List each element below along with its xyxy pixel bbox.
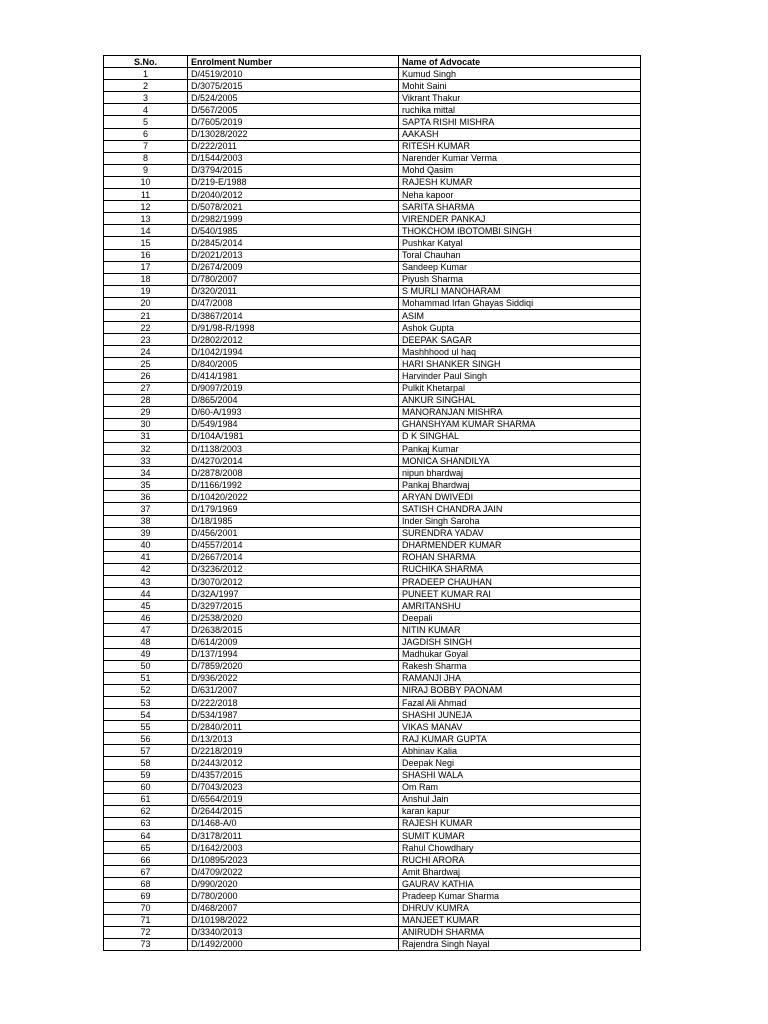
cell-sno: 54 [104,709,188,721]
cell-advocate-name: ASIM [399,309,641,321]
cell-sno: 9 [104,164,188,176]
table-row [104,358,641,370]
cell-enrolment-number: D/540/1985 [188,225,399,237]
cell-sno: 66 [104,854,188,866]
cell-enrolment-number: D/1544/2003 [188,152,399,164]
table-row [104,515,641,527]
table-row [104,769,641,781]
cell-advocate-name: nipun bhardwaj [399,467,641,479]
table-row [104,588,641,600]
cell-sno: 49 [104,648,188,660]
cell-sno: 61 [104,793,188,805]
cell-advocate-name: RAJ KUMAR GUPTA [399,733,641,745]
cell-sno: 26 [104,370,188,382]
cell-advocate-name: Mashhhood ul haq [399,346,641,358]
cell-advocate-name: Toral Chauhan [399,249,641,261]
cell-enrolment-number: D/468/2007 [188,902,399,914]
cell-sno: 59 [104,769,188,781]
cell-enrolment-number: D/179/1969 [188,503,399,515]
cell-sno: 46 [104,612,188,624]
cell-enrolment-number: D/2443/2012 [188,757,399,769]
cell-advocate-name: Madhukar Goyal [399,648,641,660]
table-row [104,648,641,660]
table-row [104,116,641,128]
cell-enrolment-number: D/4357/2015 [188,769,399,781]
cell-advocate-name: Inder Singh Saroha [399,515,641,527]
table-row [104,430,641,442]
table-row [104,539,641,551]
cell-enrolment-number: D/7605/2019 [188,116,399,128]
table-row [104,104,641,116]
table-row [104,176,641,188]
cell-advocate-name: Neha kapoor [399,189,641,201]
cell-advocate-name: VIRENDER PANKAJ [399,213,641,225]
cell-advocate-name: MANORANJAN MISHRA [399,406,641,418]
cell-sno: 56 [104,733,188,745]
cell-advocate-name: DHARMENDER KUMAR [399,539,641,551]
cell-sno: 44 [104,588,188,600]
cell-enrolment-number: D/2040/2012 [188,189,399,201]
cell-sno: 6 [104,128,188,140]
cell-sno: 40 [104,539,188,551]
cell-sno: 58 [104,757,188,769]
table-row [104,406,641,418]
table-row [104,781,641,793]
table-row [104,842,641,854]
cell-enrolment-number: D/320/2011 [188,285,399,297]
cell-sno: 17 [104,261,188,273]
cell-enrolment-number: D/2021/2013 [188,249,399,261]
cell-sno: 10 [104,176,188,188]
cell-sno: 38 [104,515,188,527]
cell-sno: 29 [104,406,188,418]
cell-enrolment-number: D/2845/2014 [188,237,399,249]
cell-advocate-name: Pradeep Kumar Sharma [399,890,641,902]
cell-advocate-name: Pulkit Khetarpal [399,382,641,394]
table-row [104,830,641,842]
cell-advocate-name: ruchika mittal [399,104,641,116]
table-row [104,854,641,866]
cell-advocate-name: DHRUV KUMRA [399,902,641,914]
cell-enrolment-number: D/414/1981 [188,370,399,382]
cell-sno: 25 [104,358,188,370]
cell-enrolment-number: D/7043/2023 [188,781,399,793]
cell-advocate-name: MANJEET KUMAR [399,914,641,926]
cell-enrolment-number: D/222/2018 [188,696,399,708]
table-row [104,793,641,805]
cell-enrolment-number: D/631/2007 [188,684,399,696]
cell-sno: 43 [104,576,188,588]
cell-enrolment-number: D/567/2005 [188,104,399,116]
cell-advocate-name: RUCHIKA SHARMA [399,563,641,575]
cell-advocate-name: ROHAN SHARMA [399,551,641,563]
table-row [104,249,641,261]
cell-sno: 23 [104,334,188,346]
cell-sno: 2 [104,80,188,92]
table-row [104,684,641,696]
table-row [104,636,641,648]
cell-sno: 45 [104,600,188,612]
cell-enrolment-number: D/47/2008 [188,297,399,309]
cell-enrolment-number: D/6564/2019 [188,793,399,805]
cell-sno: 21 [104,309,188,321]
cell-sno: 60 [104,781,188,793]
cell-sno: 57 [104,745,188,757]
table-row [104,164,641,176]
cell-advocate-name: SHASHI WALA [399,769,641,781]
cell-sno: 52 [104,684,188,696]
cell-sno: 62 [104,805,188,817]
cell-enrolment-number: D/1138/2003 [188,443,399,455]
cell-sno: 48 [104,636,188,648]
cell-sno: 16 [104,249,188,261]
table-row [104,926,641,938]
cell-advocate-name: Deepali [399,612,641,624]
cell-enrolment-number: D/7859/2020 [188,660,399,672]
cell-enrolment-number: D/3297/2015 [188,600,399,612]
cell-enrolment-number: D/222/2011 [188,140,399,152]
table-row [104,443,641,455]
cell-advocate-name: SUMIT KUMAR [399,830,641,842]
cell-advocate-name: AMRITANSHU [399,600,641,612]
cell-advocate-name: Fazal Ali Ahmad [399,696,641,708]
cell-advocate-name: Sandeep Kumar [399,261,641,273]
table-body [104,68,641,951]
cell-advocate-name: SARITA SHARMA [399,201,641,213]
cell-enrolment-number: D/3340/2013 [188,926,399,938]
cell-advocate-name: RAJESH KUMAR [399,817,641,829]
cell-enrolment-number: D/3236/2012 [188,563,399,575]
table-row [104,322,641,334]
cell-advocate-name: D K SINGHAL [399,430,641,442]
cell-advocate-name: PRADEEP CHAUHAN [399,576,641,588]
table-row [104,866,641,878]
table-row [104,297,641,309]
header-enrolment-number: Enrolment Number [188,56,399,68]
table-row [104,455,641,467]
cell-enrolment-number: D/3070/2012 [188,576,399,588]
cell-enrolment-number: D/2982/1999 [188,213,399,225]
cell-sno: 63 [104,817,188,829]
cell-enrolment-number: D/4519/2010 [188,68,399,80]
cell-advocate-name: VIKAS MANAV [399,721,641,733]
table-row [104,225,641,237]
cell-sno: 4 [104,104,188,116]
cell-enrolment-number: D/18/1985 [188,515,399,527]
cell-sno: 1 [104,68,188,80]
cell-advocate-name: NITIN KUMAR [399,624,641,636]
cell-advocate-name: SHASHI JUNEJA [399,709,641,721]
cell-enrolment-number: D/13/2013 [188,733,399,745]
table-row [104,805,641,817]
cell-advocate-name: MONICA SHANDILYA [399,455,641,467]
cell-sno: 33 [104,455,188,467]
table-row [104,418,641,430]
cell-advocate-name: Pankaj Bhardwaj [399,479,641,491]
table-row [104,479,641,491]
cell-sno: 50 [104,660,188,672]
cell-enrolment-number: D/1166/1992 [188,479,399,491]
cell-enrolment-number: D/1642/2003 [188,842,399,854]
advocate-table [103,55,641,951]
cell-sno: 20 [104,297,188,309]
cell-enrolment-number: D/137/1994 [188,648,399,660]
cell-advocate-name: Kumud Singh [399,68,641,80]
cell-advocate-name: Narender Kumar Verma [399,152,641,164]
table-row [104,140,641,152]
cell-sno: 22 [104,322,188,334]
cell-sno: 35 [104,479,188,491]
cell-advocate-name: Pushkar Katyal [399,237,641,249]
cell-advocate-name: JAGDISH SINGH [399,636,641,648]
cell-enrolment-number: D/524/2005 [188,92,399,104]
table-row [104,189,641,201]
cell-enrolment-number: D/10895/2023 [188,854,399,866]
table-row [104,576,641,588]
cell-advocate-name: SURENDRA YADAV [399,527,641,539]
cell-sno: 18 [104,273,188,285]
cell-sno: 5 [104,116,188,128]
table-row [104,213,641,225]
cell-enrolment-number: D/32A/1997 [188,588,399,600]
cell-enrolment-number: D/219-E/1988 [188,176,399,188]
cell-sno: 24 [104,346,188,358]
table-row [104,902,641,914]
table-row [104,660,641,672]
table-row [104,334,641,346]
cell-sno: 69 [104,890,188,902]
cell-enrolment-number: D/840/2005 [188,358,399,370]
cell-enrolment-number: D/4557/2014 [188,539,399,551]
cell-enrolment-number: D/104A/1981 [188,430,399,442]
cell-enrolment-number: D/936/2022 [188,672,399,684]
cell-advocate-name: ANIRUDH SHARMA [399,926,641,938]
cell-advocate-name: Mohammad Irfan Ghayas Siddiqi [399,297,641,309]
cell-enrolment-number: D/614/2009 [188,636,399,648]
cell-sno: 7 [104,140,188,152]
table-row [104,624,641,636]
table-row [104,600,641,612]
cell-advocate-name: ARYAN DWIVEDI [399,491,641,503]
cell-advocate-name: GHANSHYAM KUMAR SHARMA [399,418,641,430]
cell-enrolment-number: D/4270/2014 [188,455,399,467]
table-row [104,152,641,164]
cell-advocate-name: Rahul Chowdhary [399,842,641,854]
cell-advocate-name: Piyush Sharma [399,273,641,285]
cell-enrolment-number: D/10198/2022 [188,914,399,926]
cell-advocate-name: RITESH KUMAR [399,140,641,152]
table-row [104,527,641,539]
cell-sno: 12 [104,201,188,213]
table-row [104,273,641,285]
table-row [104,551,641,563]
table-row [104,914,641,926]
table-row [104,80,641,92]
cell-advocate-name: SATISH CHANDRA JAIN [399,503,641,515]
header-name-of-advocate: Name of Advocate [399,56,641,68]
table-row [104,721,641,733]
cell-enrolment-number: D/549/1984 [188,418,399,430]
cell-advocate-name: Mohit Saini [399,80,641,92]
cell-advocate-name: Rakesh Sharma [399,660,641,672]
table-row [104,817,641,829]
cell-enrolment-number: D/3867/2014 [188,309,399,321]
cell-sno: 68 [104,878,188,890]
cell-advocate-name: ANKUR SINGHAL [399,394,641,406]
cell-advocate-name: karan kapur [399,805,641,817]
cell-enrolment-number: D/60-A/1993 [188,406,399,418]
header-row [104,56,641,68]
cell-sno: 34 [104,467,188,479]
cell-enrolment-number: D/1468-A/0 [188,817,399,829]
cell-enrolment-number: D/13028/2022 [188,128,399,140]
cell-enrolment-number: D/780/2000 [188,890,399,902]
cell-advocate-name: Anshul Jain [399,793,641,805]
cell-enrolment-number: D/2638/2015 [188,624,399,636]
table-row [104,491,641,503]
cell-enrolment-number: D/534/1987 [188,709,399,721]
cell-enrolment-number: D/3794/2015 [188,164,399,176]
cell-sno: 64 [104,830,188,842]
cell-sno: 3 [104,92,188,104]
cell-advocate-name: S MURLI MANOHARAM [399,285,641,297]
cell-sno: 65 [104,842,188,854]
cell-advocate-name: Rajendra Singh Nayal [399,938,641,950]
cell-advocate-name: RAMANJI JHA [399,672,641,684]
table-row [104,201,641,213]
cell-enrolment-number: D/2674/2009 [188,261,399,273]
cell-sno: 8 [104,152,188,164]
table-row [104,68,641,80]
cell-sno: 14 [104,225,188,237]
table-row [104,309,641,321]
table-row [104,394,641,406]
cell-advocate-name: Abhinav Kalia [399,745,641,757]
cell-enrolment-number: D/456/2001 [188,527,399,539]
cell-sno: 42 [104,563,188,575]
table-row [104,563,641,575]
table-row [104,696,641,708]
cell-sno: 37 [104,503,188,515]
cell-advocate-name: Vikrant Thakur [399,92,641,104]
cell-advocate-name: Harvinder Paul Singh [399,370,641,382]
cell-advocate-name: HARI SHANKER SINGH [399,358,641,370]
cell-sno: 11 [104,189,188,201]
cell-advocate-name: Ashok Gupta [399,322,641,334]
cell-enrolment-number: D/2218/2019 [188,745,399,757]
cell-enrolment-number: D/3178/2011 [188,830,399,842]
table-row [104,382,641,394]
table-row [104,370,641,382]
cell-sno: 15 [104,237,188,249]
cell-advocate-name: Mohd Qasim [399,164,641,176]
cell-sno: 47 [104,624,188,636]
cell-enrolment-number: D/4709/2022 [188,866,399,878]
cell-enrolment-number: D/10420/2022 [188,491,399,503]
cell-sno: 27 [104,382,188,394]
cell-enrolment-number: D/91/98-R/1998 [188,322,399,334]
cell-sno: 67 [104,866,188,878]
cell-enrolment-number: D/9097/2019 [188,382,399,394]
cell-advocate-name: Om Ram [399,781,641,793]
table-row [104,745,641,757]
table-row [104,612,641,624]
cell-enrolment-number: D/2667/2014 [188,551,399,563]
table-row [104,890,641,902]
cell-enrolment-number: D/865/2004 [188,394,399,406]
cell-sno: 53 [104,696,188,708]
cell-enrolment-number: D/3075/2015 [188,80,399,92]
cell-sno: 51 [104,672,188,684]
table-row [104,92,641,104]
cell-sno: 30 [104,418,188,430]
cell-advocate-name: RAJESH KUMAR [399,176,641,188]
table-row [104,672,641,684]
cell-enrolment-number: D/5078/2021 [188,201,399,213]
table-row [104,237,641,249]
cell-advocate-name: SAPTA RISHI MISHRA [399,116,641,128]
table-row [104,733,641,745]
cell-enrolment-number: D/990/2020 [188,878,399,890]
table-row [104,757,641,769]
cell-enrolment-number: D/2840/2011 [188,721,399,733]
cell-sno: 19 [104,285,188,297]
cell-enrolment-number: D/1042/1994 [188,346,399,358]
cell-sno: 71 [104,914,188,926]
table-row [104,285,641,297]
cell-advocate-name: THOKCHOM IBOTOMBI SINGH [399,225,641,237]
cell-sno: 28 [104,394,188,406]
cell-sno: 70 [104,902,188,914]
cell-advocate-name: Deepak Negi [399,757,641,769]
cell-enrolment-number: D/2878/2008 [188,467,399,479]
cell-sno: 31 [104,430,188,442]
cell-enrolment-number: D/1492/2000 [188,938,399,950]
cell-advocate-name: RUCHI ARORA [399,854,641,866]
cell-enrolment-number: D/780/2007 [188,273,399,285]
cell-enrolment-number: D/2538/2020 [188,612,399,624]
cell-sno: 13 [104,213,188,225]
cell-advocate-name: AAKASH [399,128,641,140]
table-row [104,128,641,140]
cell-enrolment-number: D/2802/2012 [188,334,399,346]
table-row [104,938,641,950]
header-sno: S.No. [104,56,188,68]
cell-sno: 72 [104,926,188,938]
cell-advocate-name: NIRAJ BOBBY PAONAM [399,684,641,696]
cell-sno: 32 [104,443,188,455]
table-row [104,503,641,515]
cell-sno: 39 [104,527,188,539]
cell-advocate-name: Amit Bhardwaj [399,866,641,878]
table-row [104,346,641,358]
table-row [104,261,641,273]
table-row [104,709,641,721]
cell-sno: 73 [104,938,188,950]
table-row [104,878,641,890]
cell-advocate-name: Pankaj Kumar [399,443,641,455]
cell-advocate-name: GAURAV KATHIA [399,878,641,890]
cell-advocate-name: DEEPAK SAGAR [399,334,641,346]
cell-sno: 41 [104,551,188,563]
cell-enrolment-number: D/2644/2015 [188,805,399,817]
cell-sno: 55 [104,721,188,733]
cell-sno: 36 [104,491,188,503]
cell-advocate-name: PUNEET KUMAR RAI [399,588,641,600]
table-row [104,467,641,479]
